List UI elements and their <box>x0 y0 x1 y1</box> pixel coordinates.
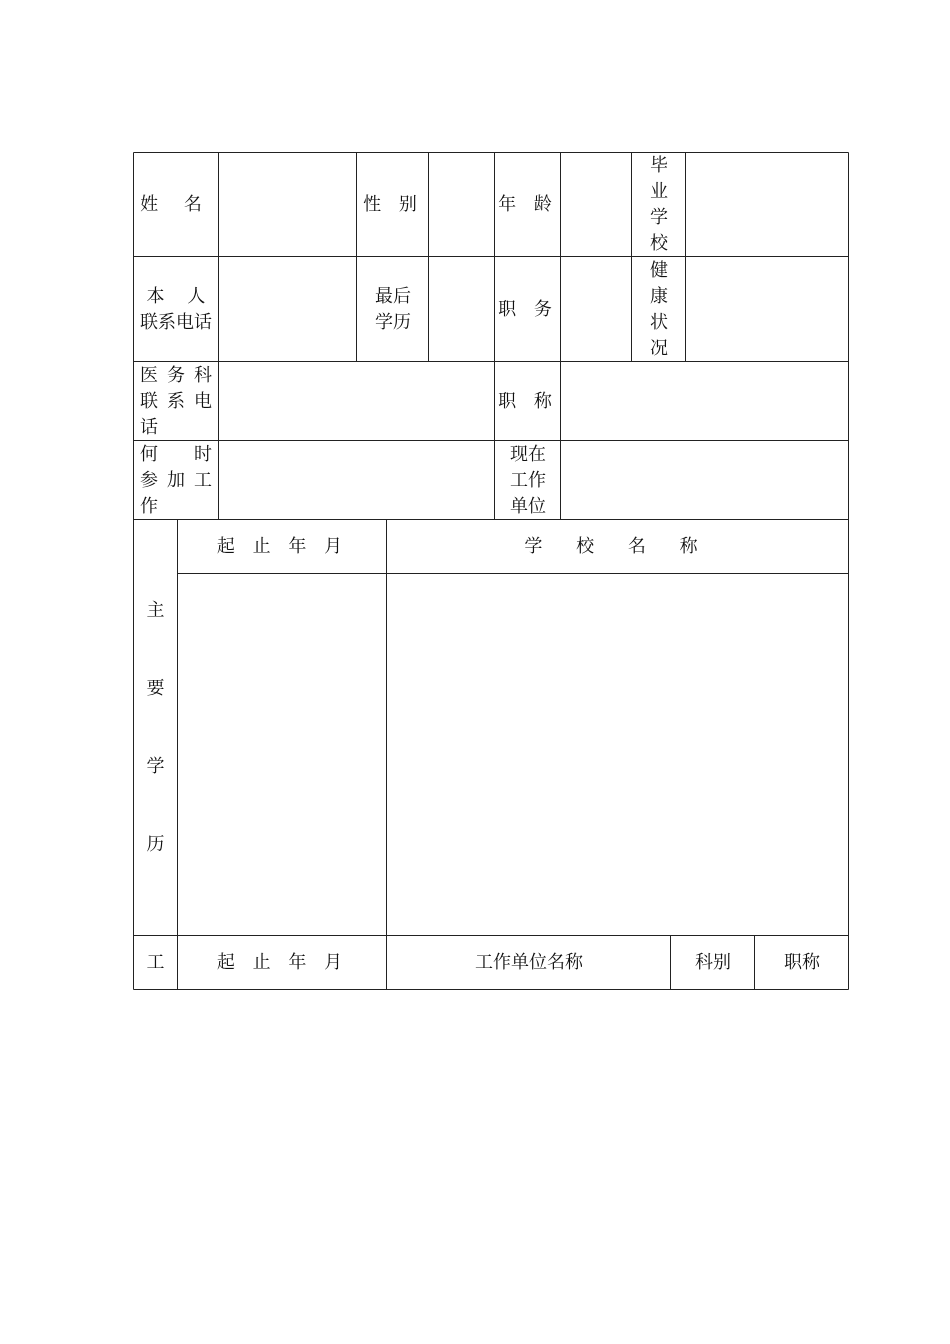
health-status-field[interactable] <box>686 257 849 362</box>
education-date-field[interactable] <box>178 574 387 936</box>
education-level-label: 最后 学历 <box>375 285 411 333</box>
name-label: 姓 名 <box>140 193 212 215</box>
graduated-school-field[interactable] <box>686 152 849 257</box>
school-name-field[interactable] <box>387 574 849 936</box>
start-work-date-label: 何 时 参 加 工 作 <box>140 443 212 517</box>
age-field[interactable] <box>561 152 632 257</box>
professional-title-field[interactable] <box>561 362 849 441</box>
age-label: 年 龄 <box>498 193 558 215</box>
graduated-school-label: 毕 业 学 校 <box>650 154 668 254</box>
work-unit-header: 工作单位名称 <box>475 952 583 973</box>
current-unit-field[interactable] <box>561 441 849 520</box>
gender-label: 性 别 <box>363 193 423 215</box>
position-label: 职 务 <box>498 298 558 320</box>
education-history-label: 主 要 学 历 <box>146 600 165 855</box>
department-header: 科别 <box>695 952 731 973</box>
name-field[interactable] <box>219 152 357 257</box>
school-name-header: 学 校 名 称 <box>524 536 712 557</box>
medical-dept-phone-label: 医 务 科 联 系 电 话 <box>140 364 212 438</box>
personal-phone-field[interactable] <box>219 257 357 362</box>
education-level-field[interactable] <box>429 257 495 362</box>
work-title-header: 职称 <box>784 952 820 973</box>
work-date-header: 起 止 年 月 <box>216 952 349 973</box>
health-status-label: 健 康 状 况 <box>650 259 668 359</box>
education-date-header: 起 止 年 月 <box>216 536 349 557</box>
position-field[interactable] <box>561 257 632 362</box>
personal-phone-label: 本 人 联系电话 <box>140 285 212 333</box>
professional-title-label: 职 称 <box>498 390 558 412</box>
work-history-label: 工 <box>146 952 165 973</box>
registration-form <box>133 152 849 990</box>
medical-dept-phone-field[interactable] <box>219 362 495 441</box>
start-work-date-field[interactable] <box>219 441 495 520</box>
current-unit-label: 现在 工作 单位 <box>510 443 546 517</box>
gender-field[interactable] <box>429 152 495 257</box>
